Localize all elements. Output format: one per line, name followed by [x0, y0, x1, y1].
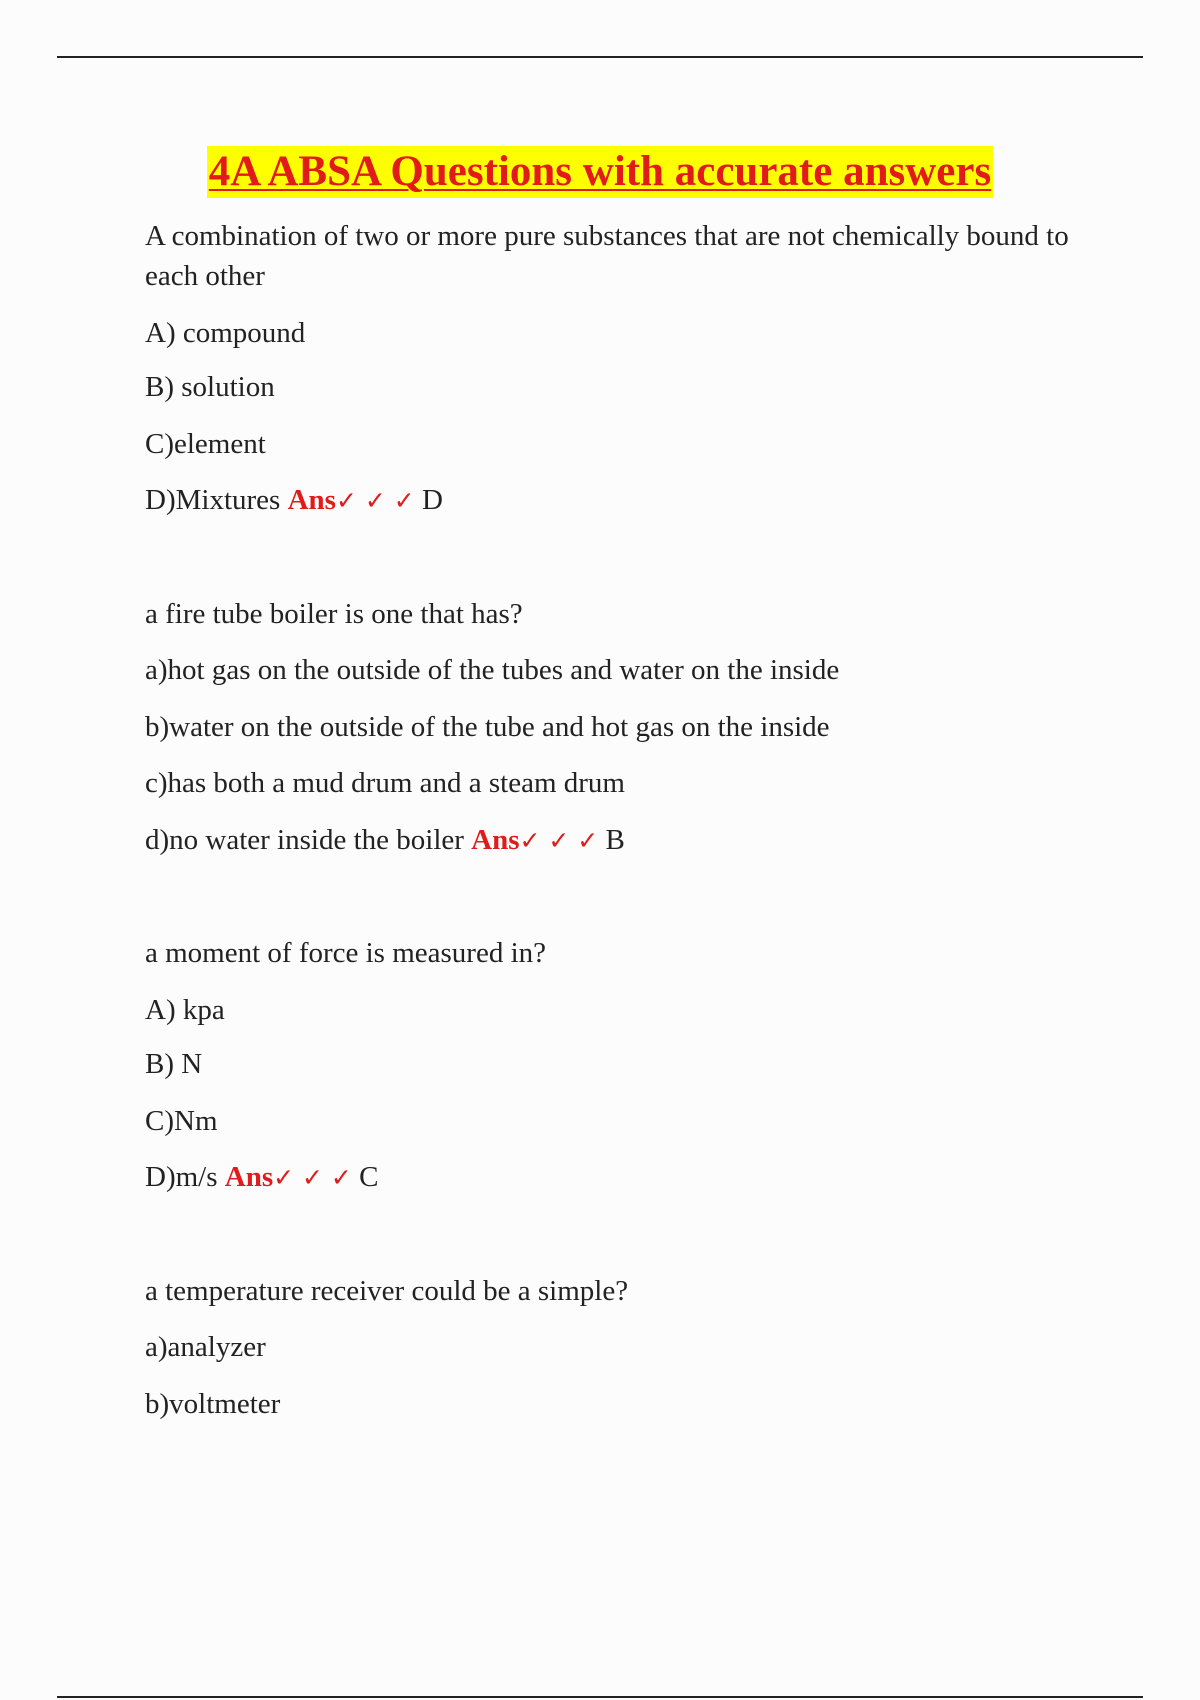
- answer-option: C)Nm: [145, 1105, 218, 1137]
- answer-option: a)hot gas on the outside of the tubes and water on the inside: [145, 654, 840, 686]
- question-prompt: a fire tube boiler is one that has?: [145, 598, 523, 630]
- answer-option: b)water on the outside of the tube and hot gas on the inside: [145, 711, 830, 743]
- answer-option-with-key: [145, 480, 1075, 521]
- question-prompt: a moment of force is measured in?: [145, 937, 547, 969]
- answer-option: A) kpa: [145, 994, 225, 1026]
- correct-answer: C: [359, 1161, 379, 1193]
- answer-option-with-key: [145, 1157, 1075, 1198]
- question-prompt: a temperature receiver could be a simple?: [145, 1275, 629, 1307]
- answer-option: D)m/s: [145, 1161, 218, 1193]
- answer-label: Ans: [471, 824, 520, 856]
- title-container: [0, 146, 1200, 198]
- correct-answer: B: [605, 824, 625, 856]
- answer-option: B) N: [145, 1048, 203, 1080]
- page-title: 4A ABSA Questions with accurate answers: [207, 146, 993, 198]
- answer-option: c)has both a mud drum and a steam drum: [145, 767, 625, 799]
- answer-option-with-key: [145, 820, 1075, 861]
- bottom-rule: [57, 1696, 1143, 1698]
- check-marks-icon: ✓ ✓ ✓: [273, 1163, 352, 1192]
- top-rule: [57, 56, 1143, 58]
- answer-option: D)Mixtures: [145, 484, 281, 516]
- answer-option: A) compound: [145, 317, 306, 349]
- correct-answer: D: [421, 484, 443, 516]
- question-prompt: A combination of two or more pure substances that are not chemically bound to each other: [145, 220, 1069, 292]
- answer-option: b)voltmeter: [145, 1388, 281, 1420]
- answer-option: B) solution: [145, 371, 275, 403]
- answer-label: Ans: [224, 1161, 274, 1193]
- check-marks-icon: ✓ ✓ ✓: [335, 486, 415, 515]
- answer-label: Ans: [287, 484, 336, 516]
- check-marks-icon: ✓ ✓ ✓: [519, 826, 599, 855]
- answer-option: d)no water inside the boiler: [145, 824, 464, 856]
- answer-option: C)element: [145, 428, 266, 460]
- answer-option: a)analyzer: [145, 1331, 266, 1363]
